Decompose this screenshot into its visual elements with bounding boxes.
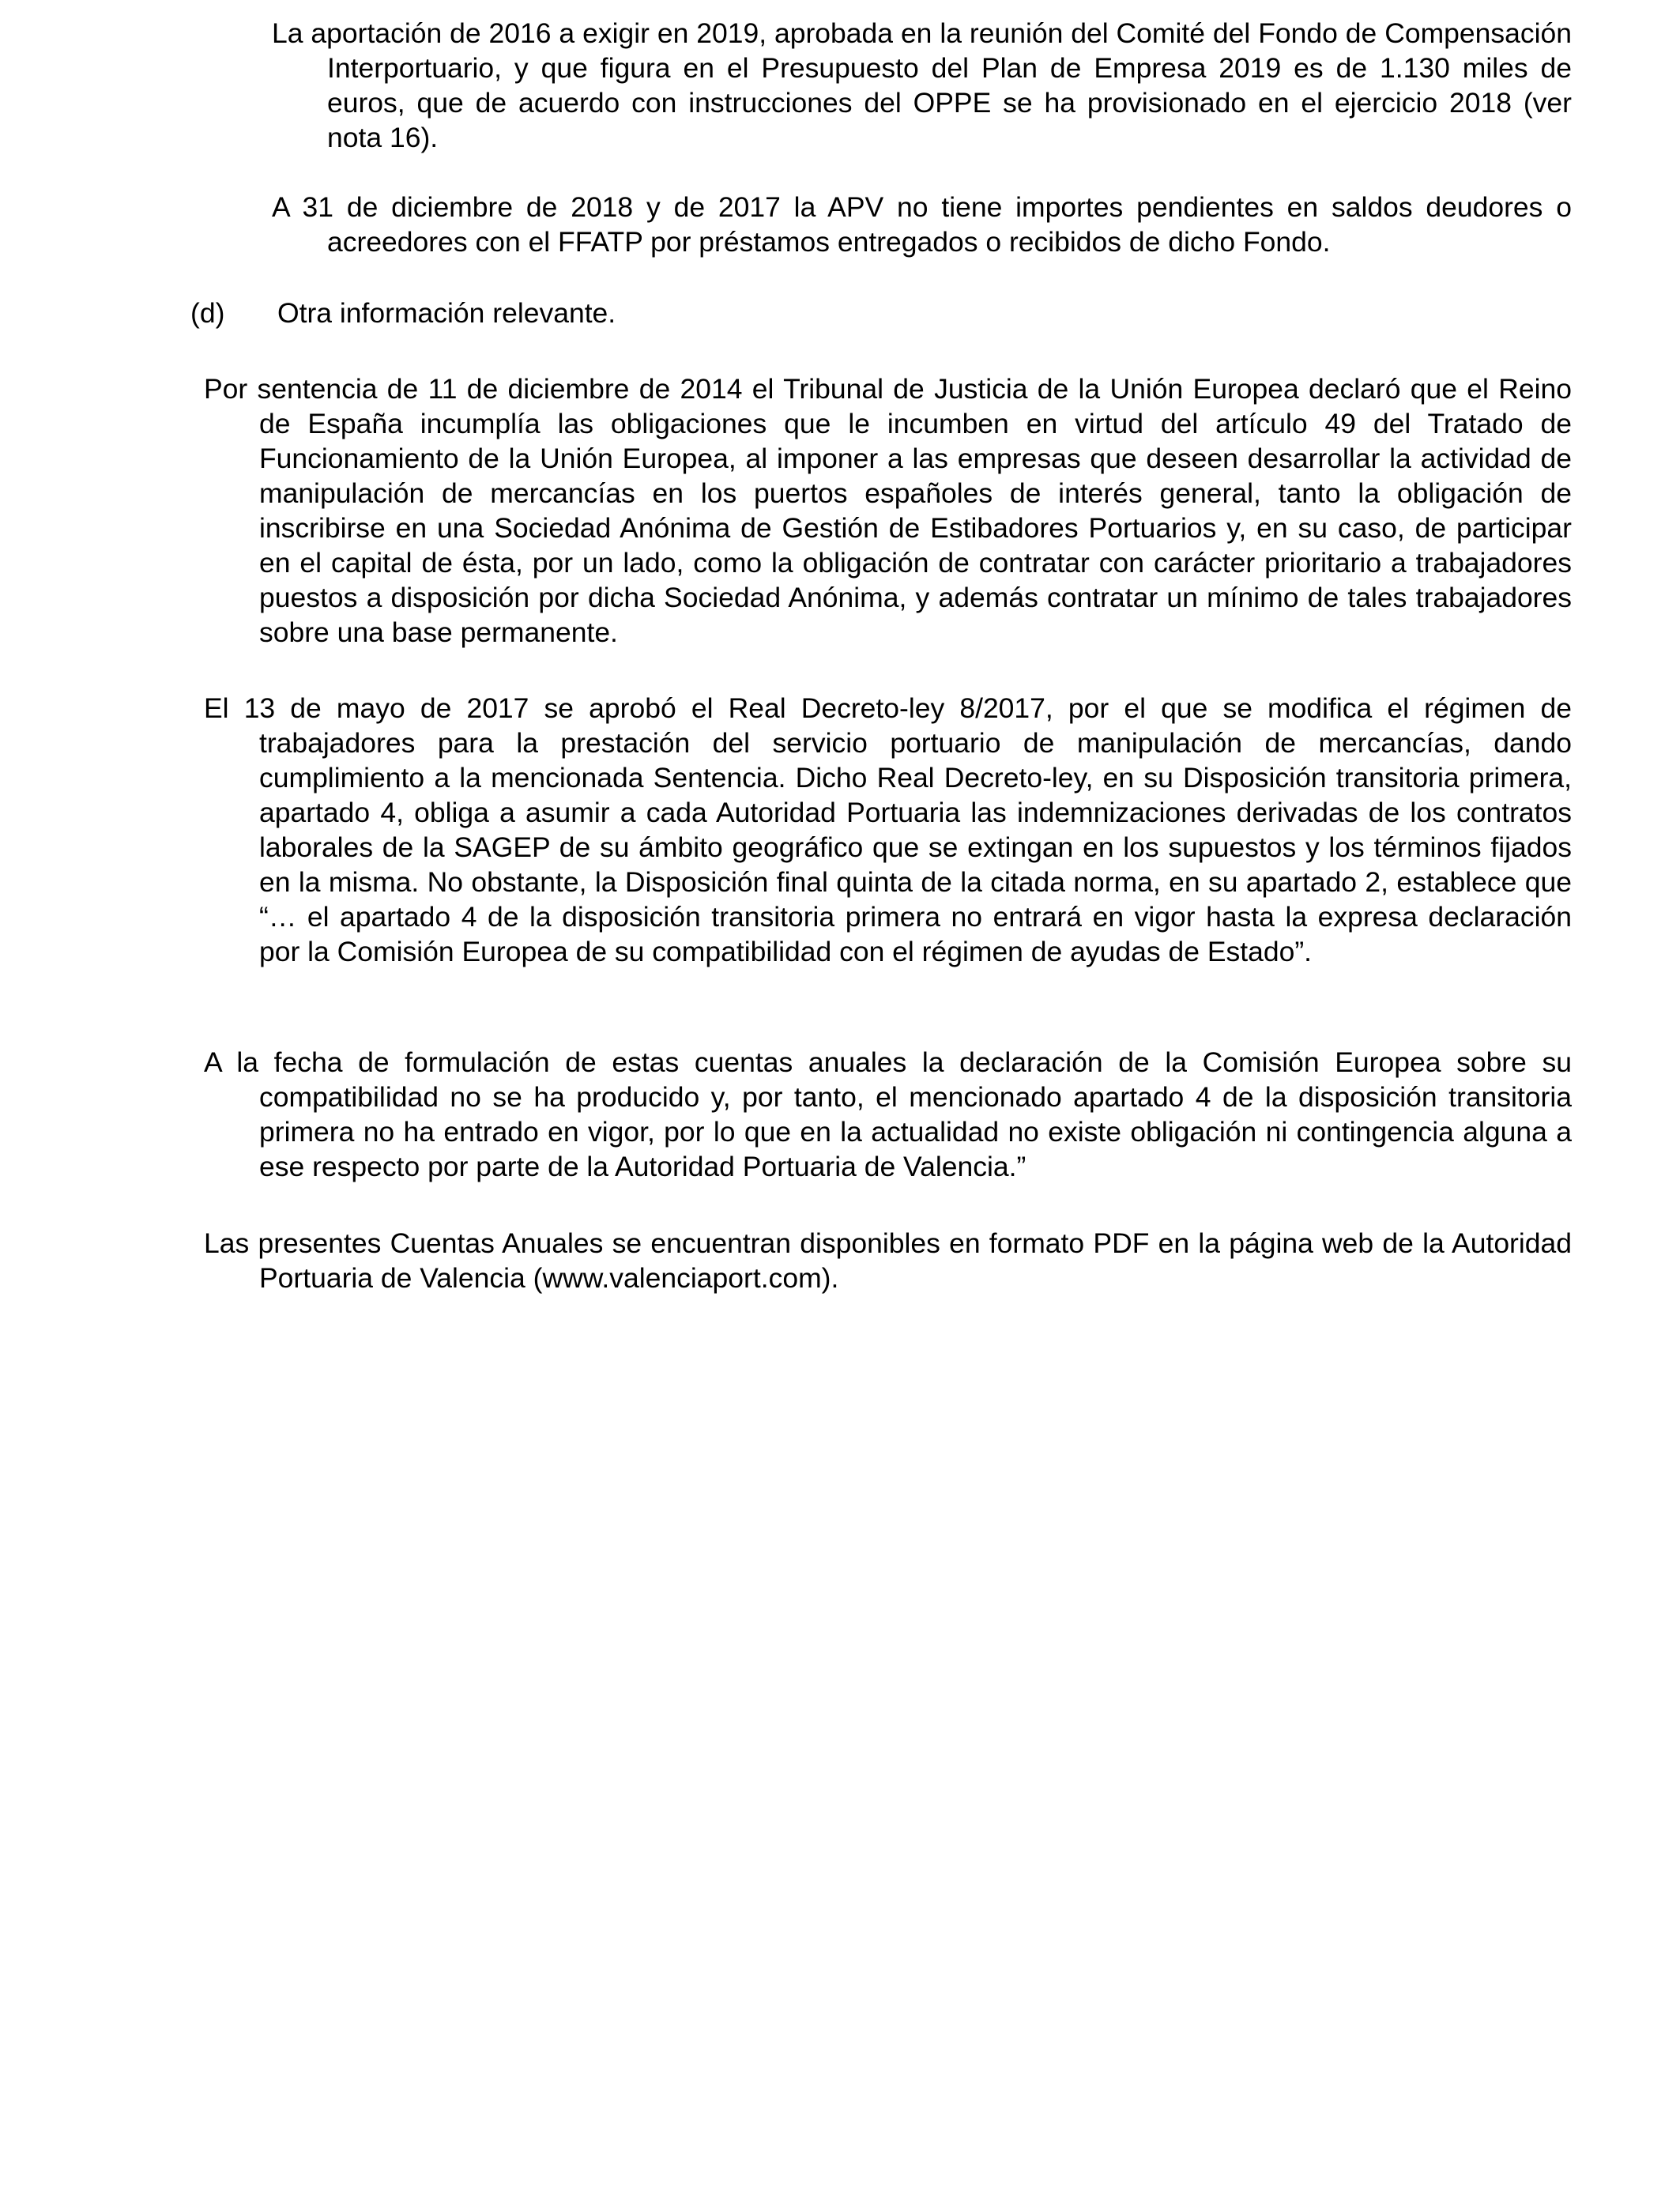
section-title: Otra información relevante. xyxy=(277,297,616,329)
paragraph-sentencia-tjue: Por sentencia de 11 de diciembre de 2014 el Tribunal de Justicia de la Unión Europea declaró que el Reino de España incumplía las obligaciones que le incumben en virtud del artículo 49 del Tratado de Funcionamiento de la Unión Europea, al imponer a las empresas que deseen desarrollar la actividad de manipulación de mercancías en los puertos españoles de interés general, tanto la obligación de inscribirse en una Sociedad Anónima de Gestión de Estibadores Portuarios y, en su caso, de participar en el capital de ésta, por un lado, como la obligación de contratar con carácter prioritario a trabajadores puestos a disposición por dicha Sociedad Anónima, y además contratar un mínimo de tales trabajadores sobre una base permanente. xyxy=(204,373,1572,648)
section-heading-d xyxy=(190,296,616,330)
paragraph-real-decreto-ley: El 13 de mayo de 2017 se aprobó el Real Decreto-ley 8/2017, por el que se modifica el régimen de trabajadores para la prestación del servicio portuario de manipulación de mercancías, dando cumplimiento a la mencionada Sentencia. Dicho Real Decreto-ley, en su Disposición transitoria primera, apartado 4, obliga a asumir a cada Autoridad Portuaria las indemnizaciones derivadas de los contratos laborales de la SAGEP de su ámbito geográfico que se extingan en los supuestos y los términos fijados en la misma. No obstante, la Disposición final quinta de la citada norma, en su apartado 2, establece que “… el apartado 4 de la disposición transitoria primera no entrará en vigor hasta la expresa declaración por la Comisión Europea de su compatibilidad con el régimen de ayudas de Estado”. xyxy=(204,692,1572,967)
paragraph-aportacion-2016: La aportación de 2016 a exigir en 2019, aprobada en la reunión del Comité del Fondo de Compensación Interportuario, y que figura en el Presupuesto del Plan de Empresa 2019 es de 1.130 miles de euros, que de acuerdo con instrucciones del OPPE se ha provisionado en el ejercicio 2018 (ver nota 16). xyxy=(272,17,1572,153)
paragraph-cuentas-pdf: Las presentes Cuentas Anuales se encuentran disponibles en formato PDF en la página web de la Autoridad Portuaria de Valencia (www.valenciaport.com). xyxy=(204,1227,1572,1294)
paragraph-saldos-ffatp: A 31 de diciembre de 2018 y de 2017 la APV no tiene importes pendientes en saldos deudores o acreedores con el FFATP por préstamos entregados o recibidos de dicho Fondo. xyxy=(272,191,1572,258)
section-letter: (d) xyxy=(190,297,225,329)
paragraph-fecha-formulacion: A la fecha de formulación de estas cuentas anuales la declaración de la Comisión Europea sobre su compatibilidad no se ha producido y, por tanto, el mencionado apartado 4 de la disposición transitoria primera no ha entrado en vigor, por lo que en la actualidad no existe obligación ni contingencia alguna a ese respecto por parte de la Autoridad Portuaria de Valencia.” xyxy=(204,1046,1572,1182)
